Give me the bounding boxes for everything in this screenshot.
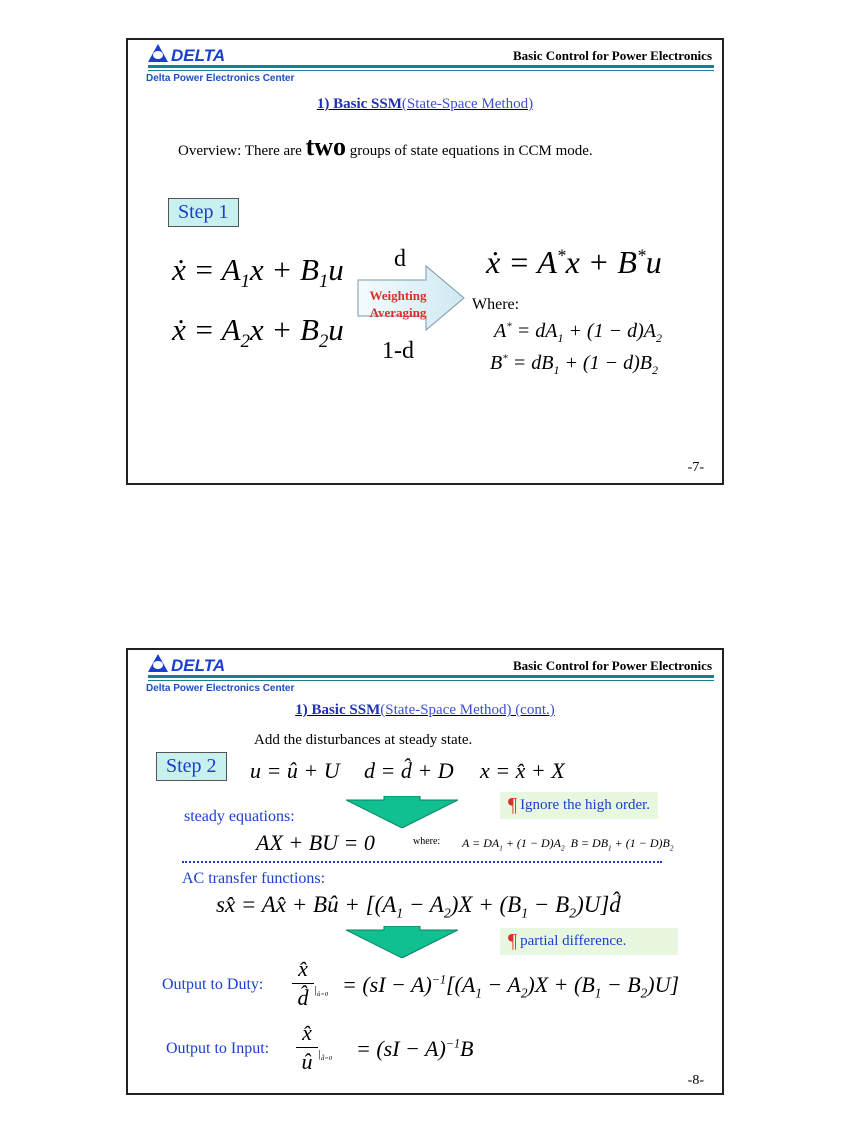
section-title xyxy=(128,702,722,719)
section-title xyxy=(128,96,722,113)
section-title-rest: (State-Space Method) (cont.) xyxy=(380,702,555,718)
center-name: Delta Power Electronics Center xyxy=(146,73,295,84)
note-ignore-high-order xyxy=(500,792,658,819)
page-number: -8- xyxy=(687,1073,704,1088)
steady-equation: AX + BU = 0 xyxy=(256,830,375,855)
delta-logo xyxy=(146,652,236,674)
input-condition: $|_{d̂=0}$ xyxy=(318,1048,333,1063)
header-rule xyxy=(148,675,714,678)
section-title-bold: 1) Basic SSM xyxy=(316,96,402,112)
overview-pre: Overview: There are xyxy=(178,143,306,159)
equation-a-star: $A^* = dA_1 + (1 - d)A_2$ xyxy=(494,320,662,345)
section-title-bold: 1) Basic SSM xyxy=(295,702,381,718)
steady-equations-label: steady equations: xyxy=(184,808,295,825)
center-name: Delta Power Electronics Center xyxy=(146,683,295,694)
note-partial-text: partial difference. xyxy=(520,933,627,949)
ac-transfer-label: AC transfer functions: xyxy=(182,870,326,887)
header-rule-thin xyxy=(148,680,714,681)
section-title-rest: (State-Space Method) xyxy=(401,96,534,112)
equation-state-2: ẋ = $A_2x + B_2u$ xyxy=(172,312,344,353)
arrow-label-line2: Averaging xyxy=(369,305,427,320)
note-partial-difference xyxy=(500,928,678,955)
slide-page-7 xyxy=(126,38,724,485)
pilcrow-icon: ¶ xyxy=(508,930,518,952)
disturbance-x: x = x̂ + X xyxy=(480,758,565,783)
logo-text: DELTA xyxy=(171,656,226,674)
duty-label-1-minus-d: 1-d xyxy=(382,338,414,364)
pilcrow-icon: ¶ xyxy=(508,794,518,816)
page-number: -7- xyxy=(687,460,704,475)
fraction-x-over-u: x̂ û xyxy=(296,1020,318,1075)
arrow-label-line1: Weighting xyxy=(369,288,427,303)
header-rule-thin xyxy=(148,70,714,71)
duty-label-d: d xyxy=(394,246,406,272)
down-arrow-2 xyxy=(346,926,458,958)
subtitle: Add the disturbances at steady state. xyxy=(254,732,473,748)
step-1-box: Step 1 xyxy=(168,198,239,227)
disturbance-u: u = û + U xyxy=(250,758,340,783)
header-title: Basic Control for Power Electronics xyxy=(512,48,712,63)
equation-averaged: ẋ = A*x + B*u xyxy=(486,244,662,280)
delta-logo xyxy=(146,42,236,64)
dotted-separator xyxy=(182,861,662,863)
header-title: Basic Control for Power Electronics xyxy=(512,658,712,673)
output-to-input-label: Output to Input: xyxy=(166,1040,270,1057)
equation-b-star: $B^* = dB_1 + (1 - d)B_2$ xyxy=(490,352,658,377)
header-rule xyxy=(148,65,714,68)
ac-equation: sx̂ = Ax̂ + Bû + [$(A_1 - A_2)X + (B_1$ − $B_2)U]d̂$ xyxy=(216,892,621,921)
where-label: Where: xyxy=(472,296,520,313)
disturbance-d: d = d̂ + D xyxy=(364,758,454,783)
down-arrow-1 xyxy=(346,796,458,828)
duty-condition: $|_{û=0}$ xyxy=(314,984,329,999)
duty-transfer-equation: = $(sI - A)^{-1}[(A_1 - A_2)X + (B_1 - B_2)U]$ xyxy=(342,972,680,1001)
input-transfer-equation: = (sI − A)$^{-1}$B xyxy=(356,1036,474,1061)
where-small: where: xyxy=(413,836,441,847)
equation-state-1: ẋ = $A_1x + B_1u$ xyxy=(172,252,344,293)
logo-text: DELTA xyxy=(171,46,226,64)
arrow-label xyxy=(358,287,438,321)
overview-text xyxy=(178,132,593,162)
step-2-box: Step 2 xyxy=(156,752,227,781)
note-ignore-text: Ignore the high order. xyxy=(520,797,651,813)
slide-page-8 xyxy=(126,648,724,1095)
fraction-x-over-d: x̂ d̂ xyxy=(292,956,314,1011)
output-to-duty-label: Output to Duty: xyxy=(162,976,264,993)
steady-definitions: $A = DA_1 + (1 - D)A_2$ $B = DB_1 + (1 - D)B_2$ xyxy=(462,836,674,853)
overview-two: two xyxy=(305,132,347,161)
overview-post: groups of state equations in CCM mode. xyxy=(346,143,593,159)
